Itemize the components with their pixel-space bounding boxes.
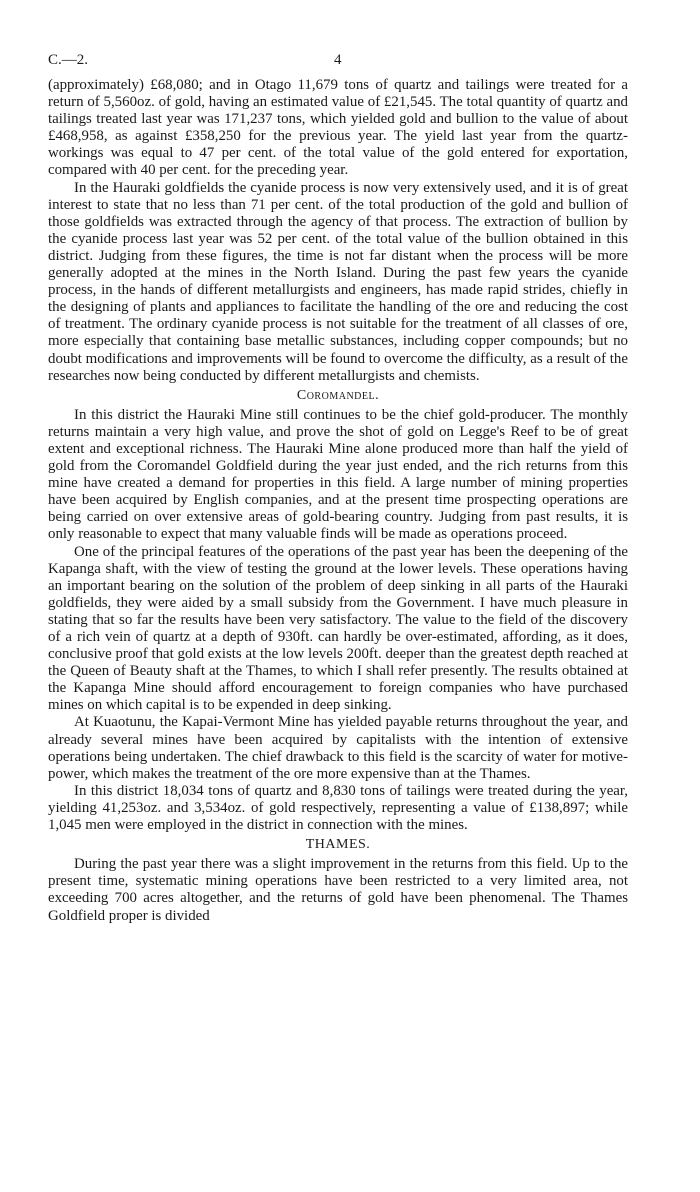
page-header [48, 52, 652, 72]
document-reference: C.—2. [48, 52, 89, 68]
page-body [48, 77, 628, 925]
paragraph-hauraki-mine: In this district the Hauraki Mine still continues to be the chief gold-producer. The monthly returns maintain a very high value, and prove the shot of gold on Legge's Reef to be of great extent and exceptional richness. The Hauraki Mine alone produced more than half the yield of gold from the Coromandel Goldfield during the year just ended, and the rich returns from this mine have created a demand for properties in this field. A large number of mining properties have been acquired by English companies, and at the present time prospecting operations are being carried on over extensive areas of gold-bearing country. Judging from past results, it is only reasonable to expect that many valuable finds will be made as operations proceed. [48, 406, 628, 543]
page-number: 4 [334, 52, 342, 68]
paragraph-kapanga-shaft: One of the principal features of the operations of the past year has been the deepening of the Kapanga shaft, with the view of testing the ground at the lower levels. These operations having an important bearing on the solution of the problem of deep sinking in all parts of the Hauraki goldfields, they were aided by a small subsidy from the Government. I have much pleasure in stating that so far the results have been very satisfactory. The value to the field of the discovery of a rich vein of quartz at a depth of 930ft. can hardly be over-estimated, affording, as it does, conclusive proof that gold exists at the low levels 200ft. deeper than the greatest depth reached at the Queen of Beauty shaft at the Thames, to which I shall refer presently. The results obtained at the Kapanga Mine should afford encouragement to foreign companies who have purchased mines on which capital is to be expended in deep sinking. [48, 543, 628, 714]
paragraph-continuation: (approximately) £68,080; and in Otago 11,679 tons of quartz and tailings were treated for a return of 5,560oz. of gold, having an estimated value of £21,545. The total quantity of quartz and tailings treated last year was 171,237 tons, which yielded gold and bullion to the value of about £468,958, as against £358,250 for the previous year. The yield last year from the quartz-workings was equal to 47 per cent. of the total value of the gold entered for exportation, compared with 40 per cent. for the preceding year. [48, 77, 628, 179]
paragraph-coromandel-statistics: In this district 18,034 tons of quartz and 8,830 tons of tailings were treated during the year, yielding 41,253oz. and 3,534oz. of gold respectively, representing a value of £138,897; while 1,045 men were employed in the district in connection with the mines. [48, 782, 628, 834]
paragraph-thames: During the past year there was a slight improvement in the returns from this field. Up to the present time, systematic mining operations have been restricted to a very limited area, not exceeding 700 acres altogether, and the returns of gold have been phenomenal. The Thames Goldfield proper is divided [48, 856, 628, 924]
section-heading-coromandel: Coromandel. [296, 387, 380, 403]
section-heading-thames: THAMES. [305, 837, 371, 853]
paragraph-cyanide-process: In the Hauraki goldfields the cyanide process is now very extensively used, and it is of great interest to state that no less than 71 per cent. of the total production of the gold and bullion of those goldfields was extracted through the agency of that process. The extraction of bullion by the cyanide process last year was 52 per cent. of the total value of the bullion obtained in this district. Judging from these figures, the time is not far distant when the process will be more generally adopted at the mines in the North Island. During the past few years the cyanide process, in the hands of different metallurgists and engineers, has made rapid strides, chiefly in the designing of plants and appliances to facilitate the handling of the ore and reducing the cost of treatment. The ordinary cyanide process is not suitable for the treatment of all classes of ore, more especially that containing base metallic substances, including copper compounds; but no doubt modifications and improvements will be found to overcome the difficulty, as a result of the researches now being conducted by different metallurgists and chemists. [48, 179, 628, 384]
paragraph-kuaotunu: At Kuaotunu, the Kapai-Vermont Mine has yielded payable returns throughout the year, and already several mines have been acquired by capitalists with the intention of extensive operations being undertaken. The chief drawback to this field is the scarcity of water for motive-power, which makes the treatment of the ore more expensive than at the Thames. [48, 714, 628, 782]
